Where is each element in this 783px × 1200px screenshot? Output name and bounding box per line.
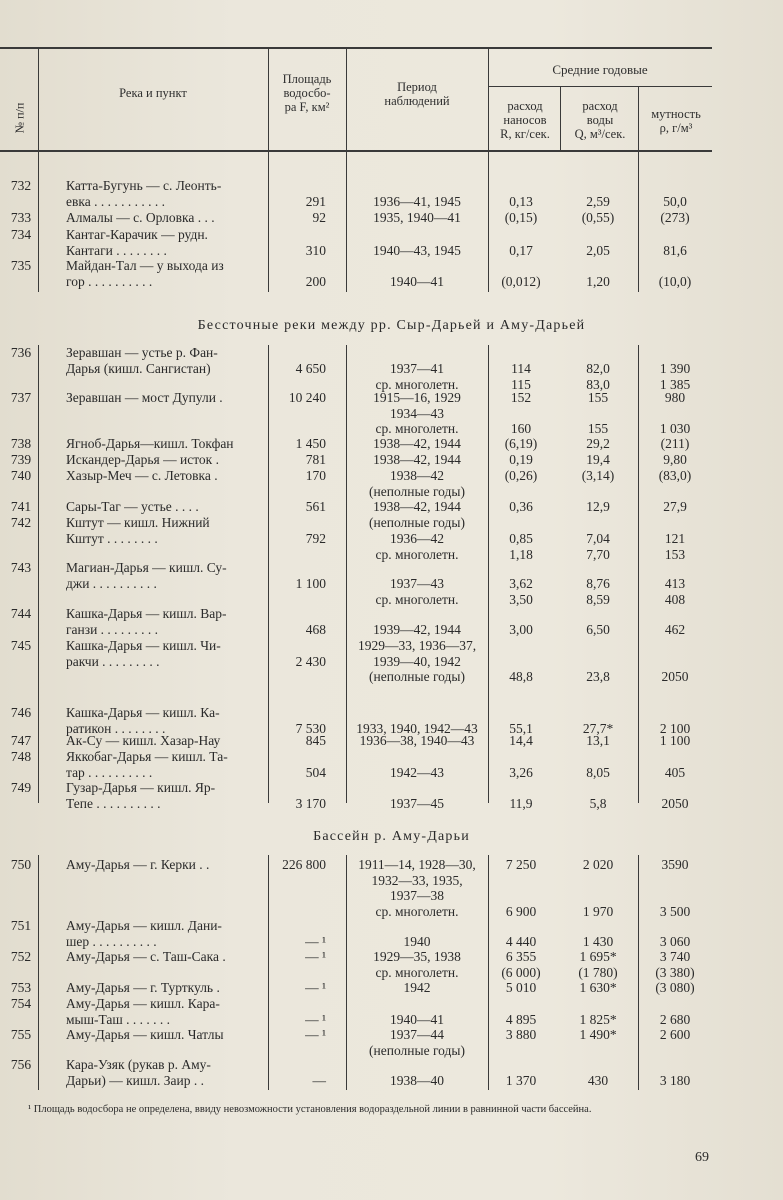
group-header-rule (488, 86, 712, 87)
water-discharge: 2,05 (586, 243, 610, 258)
basin-area: 10 240 (288, 390, 326, 405)
river-station: гор . . . . . . . . . . (66, 274, 153, 289)
col-divider (638, 152, 639, 292)
river-station: Катта-Бугунь — с. Леонть- (66, 178, 222, 193)
observation-period: 1938—42, 1944 (373, 452, 461, 467)
river-station: Алмалы — с. Орловка . . . (66, 210, 215, 225)
turbidity: 408 (664, 591, 686, 607)
river-station: Тепе . . . . . . . . . . (66, 796, 161, 811)
turbidity: 3 060 (659, 934, 691, 949)
row-number: 742 (10, 515, 32, 530)
observation-period: 1938—42, 1944 (373, 436, 461, 451)
observation-period: (неполные годы) (369, 669, 465, 684)
sediment-discharge: 6 900 (505, 903, 537, 919)
observation-period: 1940 (403, 934, 431, 949)
river-station: Аму-Дарья — кишл. Кара- (66, 996, 220, 1011)
col-divider (38, 152, 39, 292)
basin-area: — ¹ (305, 1012, 326, 1027)
basin-area: — ¹ (305, 1027, 326, 1042)
basin-area: 1 450 (295, 436, 326, 451)
sediment-discharge: 0,85 (509, 531, 533, 546)
row-number: 736 (10, 345, 32, 360)
sediment-discharge: (0,26) (504, 468, 538, 483)
turbidity: 3 740 (659, 949, 691, 964)
water-discharge: 19,4 (586, 452, 610, 467)
header-number: № п/п (12, 102, 27, 134)
sediment-discharge: 3,62 (509, 576, 533, 591)
observation-period: 1935, 1940—41 (373, 210, 461, 225)
sediment-discharge: 14,4 (509, 733, 533, 748)
col-divider (38, 345, 39, 803)
sediment-discharge: 0,19 (509, 452, 533, 467)
turbidity: (10,0) (658, 274, 692, 289)
water-discharge: 12,9 (586, 499, 610, 514)
sediment-discharge: 3,26 (509, 765, 533, 780)
water-discharge: 7,04 (586, 531, 610, 546)
river-station: ратикон . . . . . . . . (66, 721, 166, 736)
sediment-discharge: 3 880 (505, 1027, 537, 1042)
turbidity: 50,0 (663, 194, 687, 209)
river-station: Кантаг-Карачик — рудн. (66, 227, 208, 242)
basin-area: 291 (305, 194, 326, 209)
river-station: джи . . . . . . . . . . (66, 576, 157, 591)
basin-area: 92 (312, 210, 326, 225)
row-number: 748 (10, 749, 32, 764)
river-station: шер . . . . . . . . . . (66, 934, 157, 949)
observation-period: 1937—41 (390, 361, 444, 376)
water-discharge: 5,8 (589, 796, 607, 811)
row-number: 752 (10, 949, 32, 964)
water-discharge: 82,0 (586, 361, 610, 376)
row-number: 746 (10, 705, 32, 720)
sediment-discharge: 0,17 (509, 243, 533, 258)
row-number: 755 (10, 1027, 32, 1042)
sediment-discharge: 6 355 (505, 949, 537, 964)
river-station: Ак-Су — кишл. Хазар-Нау (66, 733, 221, 748)
col-divider (38, 48, 39, 151)
turbidity: 980 (664, 390, 686, 405)
observation-period: 1940—41 (390, 274, 444, 289)
river-station: Гузар-Дарья — кишл. Яр- (66, 780, 216, 795)
observation-period: 1932—33, 1935, (371, 872, 463, 888)
observation-period: 1937—44 (390, 1027, 444, 1042)
basin-area: 504 (305, 765, 326, 780)
turbidity: 2050 (661, 796, 689, 811)
observation-period: 1929—35, 1938 (373, 949, 461, 964)
section-heading: Бассейн р. Аму-Дарьи (313, 829, 470, 844)
row-number: 749 (10, 780, 32, 795)
row-number: 741 (10, 499, 32, 514)
observation-period: 1937—38 (390, 888, 444, 903)
sediment-discharge: 4 440 (505, 934, 537, 949)
row-number: 739 (10, 452, 32, 467)
water-discharge: 430 (587, 1073, 609, 1088)
observation-period: 1940—41 (390, 1012, 444, 1027)
row-number: 756 (10, 1057, 32, 1072)
row-number: 744 (10, 606, 32, 621)
header-group: Средние годовые (552, 62, 648, 77)
basin-area: 2 430 (295, 654, 326, 669)
water-discharge: 8,59 (586, 591, 610, 607)
sediment-discharge: 115 (511, 376, 531, 392)
header-period: Период наблюдений (384, 80, 450, 108)
river-station: Аму-Дарья — кишл. Дани- (66, 918, 222, 933)
observation-period: 1942—43 (390, 765, 444, 780)
turbidity: 1 100 (659, 733, 691, 748)
turbidity: (3 080) (655, 980, 695, 995)
basin-area: 3 170 (295, 796, 326, 811)
river-station: Майдан-Тал — у выхода из (66, 258, 224, 273)
header-bottom-rule (0, 150, 712, 152)
basin-area: — ¹ (305, 980, 326, 995)
turbidity: 405 (664, 765, 686, 780)
water-discharge: 1 825* (579, 1012, 617, 1027)
sediment-discharge: 55,1 (509, 721, 533, 736)
observation-period: ср. многолетн. (375, 421, 459, 436)
row-number: 733 (10, 210, 32, 225)
water-discharge: 155 (587, 390, 609, 405)
water-discharge: 8,76 (586, 576, 610, 591)
sediment-discharge: 3,00 (509, 622, 533, 637)
water-discharge: 7,70 (586, 546, 610, 562)
river-station: Дарьи) — кишл. Заир . . (66, 1073, 204, 1088)
sediment-discharge: 3,50 (509, 591, 533, 607)
observation-period: ср. многолетн. (375, 903, 459, 919)
col-divider (268, 48, 269, 151)
water-discharge: 155 (587, 421, 609, 436)
observation-period: 1936—41, 1945 (373, 194, 461, 209)
river-station: Кашка-Дарья — кишл. Вар- (66, 606, 227, 621)
river-station: Ягноб-Дарья—кишл. Токфан (66, 436, 234, 451)
sediment-discharge: 48,8 (509, 669, 533, 684)
water-discharge: 1 695* (579, 949, 617, 964)
row-number: 738 (10, 436, 32, 451)
river-station: Зеравшан — устье р. Фан- (66, 345, 218, 360)
turbidity: 3 500 (659, 903, 691, 919)
col-divider (346, 48, 347, 151)
observation-period: 1942 (403, 980, 431, 995)
river-station: ракчи . . . . . . . . . (66, 654, 160, 669)
table-top-rule (0, 47, 712, 49)
water-discharge: 6,50 (586, 622, 610, 637)
sediment-discharge: 4 895 (505, 1012, 537, 1027)
row-number: 737 (10, 390, 32, 405)
turbidity: 2050 (661, 669, 689, 684)
col-divider (488, 48, 489, 151)
turbidity: 1 390 (659, 361, 691, 376)
water-discharge: 23,8 (586, 669, 610, 684)
col-divider (268, 855, 269, 1090)
observation-period: 1939—42, 1944 (373, 622, 461, 637)
observation-period: (неполные годы) (369, 514, 465, 530)
page-number: 69 (695, 1150, 709, 1165)
basin-area: 7 530 (295, 721, 326, 736)
water-discharge: 1 630* (579, 980, 617, 995)
water-discharge: 1 430 (582, 934, 614, 949)
water-discharge: 1 490* (579, 1027, 617, 1042)
observation-period: ср. многолетн. (375, 964, 459, 980)
river-station: евка . . . . . . . . . . . (66, 194, 165, 209)
col-divider (638, 855, 639, 1090)
sediment-discharge: (6,19) (504, 436, 538, 451)
footnote: ¹ Площадь водосбора не определена, ввиду невозможности установления водораздельной линии в равнинной части бассейна. (28, 1104, 592, 1115)
water-discharge: (3,14) (581, 468, 615, 483)
water-discharge: 2 020 (582, 857, 614, 872)
header-area: Площадь водосбо- ра F, км² (282, 72, 332, 114)
observation-period: 1937—43 (390, 576, 444, 591)
row-number: 732 (10, 178, 32, 193)
river-station: тар . . . . . . . . . . (66, 765, 153, 780)
basin-area: 200 (305, 274, 326, 289)
observation-period: 1936—38, 1940—43 (359, 733, 475, 748)
sediment-discharge: 114 (511, 361, 531, 376)
turbidity: 1 030 (659, 421, 691, 436)
row-number: 745 (10, 638, 32, 653)
river-station: Кашка-Дарья — кишл. Чи- (66, 638, 221, 653)
basin-area: 561 (305, 499, 326, 514)
turbidity: 81,6 (663, 243, 687, 258)
observation-period: 1936—42 (390, 531, 444, 546)
observation-period: 1933, 1940, 1942—43 (356, 721, 478, 736)
turbidity: 462 (664, 622, 686, 637)
observation-period: ср. многолетн. (375, 376, 459, 392)
river-station: Кантаги . . . . . . . . (66, 243, 167, 258)
water-discharge: 1,20 (586, 274, 610, 289)
basin-area: — ¹ (305, 934, 326, 949)
header-q: расход воды Q, м³/сек. (574, 99, 626, 141)
observation-period: 1938—40 (390, 1073, 444, 1088)
observation-period: 1938—42 (390, 468, 444, 483)
turbidity: (273) (660, 210, 690, 225)
river-station: Кштут — кишл. Нижний (66, 515, 210, 530)
river-station: Кштут . . . . . . . . (66, 531, 158, 546)
basin-area: 845 (305, 733, 326, 748)
river-station: мыш-Таш . . . . . . . (66, 1012, 171, 1027)
river-station: Аму-Дарья — с. Таш-Сака . (66, 949, 226, 964)
section-heading: Бессточные реки между рр. Сыр-Дарьей и Аму-Дарьей (197, 318, 586, 333)
turbidity: 2 680 (659, 1012, 691, 1027)
water-discharge: 27,7* (582, 721, 614, 736)
basin-area: 170 (305, 468, 326, 483)
turbidity: 2 600 (659, 1027, 691, 1042)
observation-period: ср. многолетн. (375, 591, 459, 607)
river-station: ганзи . . . . . . . . . (66, 622, 159, 637)
row-number: 743 (10, 560, 32, 575)
turbidity: 153 (664, 546, 686, 562)
turbidity: 2 100 (659, 721, 691, 736)
observation-period: 1911—14, 1928—30, (358, 857, 476, 872)
turbidity: 27,9 (663, 499, 687, 514)
water-discharge: 13,1 (586, 733, 610, 748)
col-divider (38, 855, 39, 1090)
water-discharge: 1 970 (582, 903, 614, 919)
row-number: 751 (10, 918, 32, 933)
sediment-discharge: 11,9 (509, 796, 533, 811)
basin-area: 1 100 (295, 576, 326, 591)
observation-period: 1915—16, 1929 (373, 390, 461, 405)
observation-period: (неполные годы) (369, 1042, 465, 1058)
turbidity: 3590 (661, 857, 689, 872)
sediment-discharge: 5 010 (505, 980, 537, 995)
row-number: 747 (10, 733, 32, 748)
sediment-discharge: (0,012) (501, 274, 541, 289)
col-divider (638, 345, 639, 803)
basin-area: 792 (305, 531, 326, 546)
basin-area: 4 650 (295, 361, 326, 376)
sediment-discharge: 0,36 (509, 499, 533, 514)
sediment-discharge: 152 (510, 390, 532, 405)
observation-period: 1939—40, 1942 (373, 653, 461, 669)
turbidity: 3 180 (659, 1073, 691, 1088)
header-m: мутность ρ, г/м³ (651, 107, 701, 135)
sediment-discharge: 7 250 (505, 857, 537, 872)
observation-period: 1929—33, 1936—37, (357, 638, 477, 653)
row-number: 734 (10, 227, 32, 242)
water-discharge: 29,2 (586, 436, 610, 451)
sediment-discharge: (6 000) (501, 964, 541, 980)
sediment-discharge: (0,15) (504, 210, 538, 225)
river-station: Сары-Таг — устье . . . . (66, 499, 199, 514)
turbidity: 9,80 (663, 452, 687, 467)
header-r: расход наносов R, кг/сек. (500, 99, 550, 141)
turbidity: (3 380) (655, 964, 695, 980)
water-discharge: (0,55) (581, 210, 615, 225)
river-station: Магиан-Дарья — кишл. Су- (66, 560, 227, 575)
water-discharge: 83,0 (586, 376, 610, 392)
river-station: Аму-Дарья — г. Турткуль . (66, 980, 220, 995)
basin-area: 310 (305, 243, 326, 258)
observation-period: 1934—43 (390, 405, 444, 421)
basin-area: 781 (305, 452, 326, 467)
observation-period: 1938—42, 1944 (373, 499, 461, 514)
observation-period: 1940—43, 1945 (373, 243, 461, 258)
sediment-discharge: 160 (510, 421, 532, 436)
basin-area: 468 (305, 622, 326, 637)
row-number: 754 (10, 996, 32, 1011)
sediment-discharge: 0,13 (509, 194, 533, 209)
turbidity: 1 385 (659, 376, 691, 392)
river-station: Аму-Дарья — кишл. Чатлы (66, 1027, 224, 1042)
water-discharge: (1 780) (578, 964, 618, 980)
row-number: 735 (10, 258, 32, 273)
river-station: Дарья (кишл. Сангистан) (66, 361, 211, 376)
row-number: 750 (10, 857, 32, 872)
river-station: Яккобаг-Дарья — кишл. Та- (66, 749, 228, 764)
row-number: 740 (10, 468, 32, 483)
water-discharge: 8,05 (586, 765, 610, 780)
river-station: Кашка-Дарья — кишл. Ка- (66, 705, 220, 720)
turbidity: (83,0) (658, 468, 692, 483)
col-divider (560, 87, 561, 151)
sediment-discharge: 1 370 (505, 1073, 537, 1088)
turbidity: 413 (664, 576, 686, 591)
basin-area: — (312, 1073, 326, 1088)
river-station: Хазыр-Меч — с. Летовка . (66, 468, 218, 483)
river-station: Аму-Дарья — г. Керки . . (66, 857, 210, 872)
river-station: Кара-Узяк (рукав р. Аму- (66, 1057, 211, 1072)
basin-area: — ¹ (305, 949, 326, 964)
turbidity: (211) (660, 436, 690, 451)
col-divider (638, 87, 639, 151)
turbidity: 121 (664, 531, 686, 546)
header-river: Река и пункт (119, 86, 187, 100)
observation-period: ср. многолетн. (375, 546, 459, 562)
observation-period: 1937—45 (390, 796, 444, 811)
river-station: Зеравшан — мост Дупули . (66, 390, 223, 405)
river-station: Искандер-Дарья — исток . (66, 452, 219, 467)
observation-period: (неполные годы) (369, 483, 465, 499)
basin-area: 226 800 (282, 857, 326, 872)
row-number: 753 (10, 980, 32, 995)
sediment-discharge: 1,18 (509, 546, 533, 562)
water-discharge: 2,59 (586, 194, 610, 209)
